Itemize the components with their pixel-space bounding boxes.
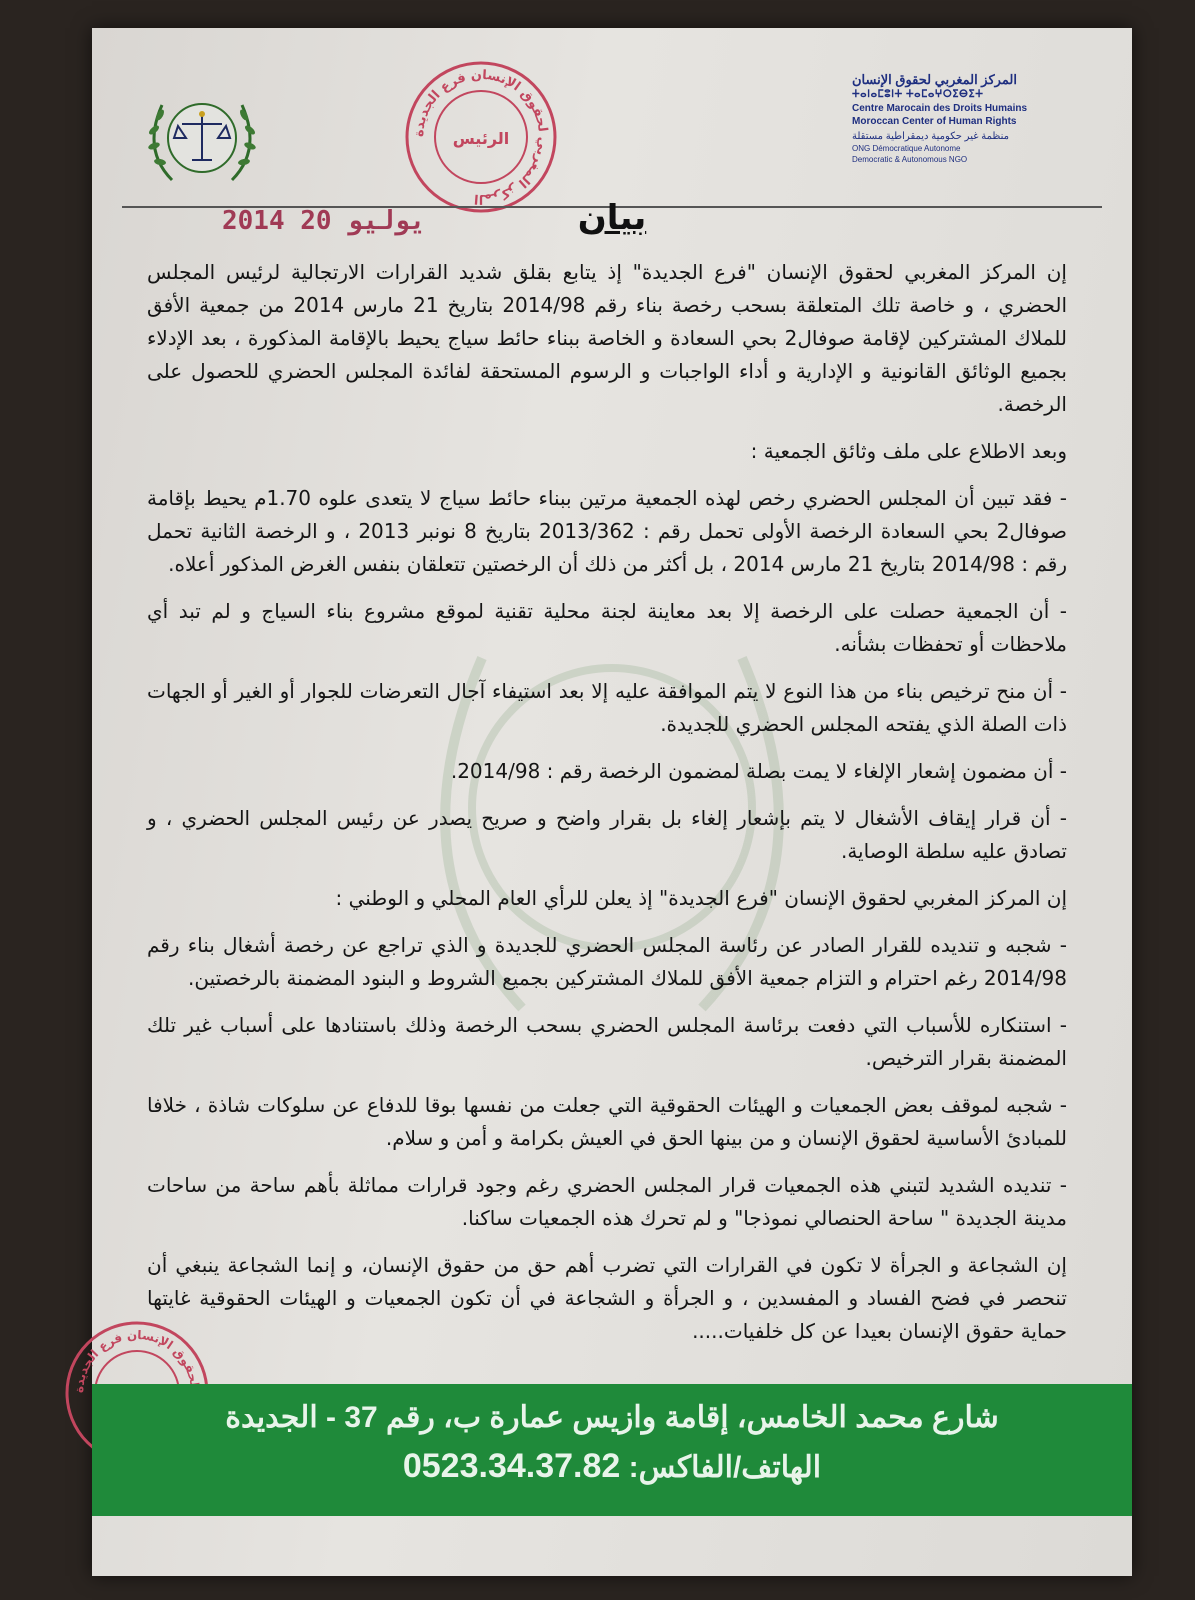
ngo-status-french: ONG Démocratique Autonome (852, 144, 961, 153)
paragraph: إن المركز المغربي لحقوق الإنسان "فرع الجديدة" إذ يتابع بقلق شديد القرارات الارتجالية لرئيس المجلس الحضري ، و خاصة تلك المتعلقة بسحب رخصة بناء رقم 2014/98 بتاريخ 21 مارس 2014 من جمعية الأفق للملاك المشتركين لإقامة صوفال2 بحي السعادة و الخاصة ببناء حائط سياج يحيط بالإقامة المذكورة ، بعد الإدلاء بجميع الوثائق القانونية و الإدارية و أداء الواجبات و الرسوم المستحقة لفائدة المجلس الحضري للحصول على الرخصة. (147, 260, 1068, 416)
ngo-status-english: Democratic & Autonomous NGO (852, 155, 968, 164)
org-name-french: Centre Marocain des Droits Humains (852, 103, 1028, 114)
stamp-ring-text: المركز المغربي لحقوق الإنسان فرع الجديدة (411, 67, 551, 207)
document-title: بيان (577, 198, 647, 238)
org-name-arabic: المركز المغربي لحقوق الإنسان (852, 72, 1017, 87)
org-name-tifinagh: ⵜⴰⵏⴰⵎⵓⵏⵜ ⵜⴰⵎⴰⵖⵔⵉⴱⵉⵜ (852, 89, 984, 100)
paragraph: - شجبه و تنديده للقرار الصادر عن رئاسة المجلس الحضري للجديدة و الذي تراجع عن رخصة أشغال بناء رقم 2014/98 رغم احترام و التزام جمعية الأفق للملاك المشتركين بجميع الشروط و البنود المضمنة بالرخصتين. (147, 933, 1067, 990)
footer-contact-bar (92, 1384, 1132, 1516)
document-body (147, 256, 1067, 1362)
official-stamp-icon (402, 58, 560, 216)
phone-label: الهاتف/الفاكس: (628, 1451, 822, 1484)
ngo-status-arabic: منظمة غير حكومية ديمقراطية مستقلة (852, 131, 1009, 142)
stamp-center-text: الرئيس (452, 129, 510, 148)
paragraph: - شجبه لموقف بعض الجمعيات و الهيئات الحقوقية التي جعلت من نفسها بوقا للدفاع عن سلوكات شاذة ، خلافا للمبادئ الأساسية لحقوق الإنسان و من بينها الحق في العيش بكرامة و أمن و سلام. (147, 1093, 1067, 1150)
paragraph: إن الشجاعة و الجرأة لا تكون في القرارات التي تضرب أهم حق من حقوق الإنسان، و إنما الشجاعة ينبغي أن تنحصر في فضح الفساد و المفسدين ، و الجرأة و الشجاعة في أن تكون الجمعيات و الهيئات الحقوقية غايتها حماية حقوق الإنسان بعيدا عن كل خلفيات..... (147, 1253, 1067, 1343)
footer-phone (92, 1444, 1132, 1490)
paragraph: وبعد الاطلاع على ملف وثائق الجمعية : (750, 439, 1067, 463)
stamp-ring-text: حقوق الإنسان فرع الجديدة (71, 1327, 201, 1394)
paragraph: - أن منح ترخيص بناء من هذا النوع لا يتم الموافقة عليه إلا بعد استيفاء آجال التعرضات للجوار أو الغير أو الجهات ذات الصلة الذي يفتحه المجلس الحضري للجديدة. (147, 679, 1067, 736)
document-page (71, 28, 1132, 1576)
phone-number: 0523.34.37.82 (402, 1447, 621, 1485)
paragraph: - استنكاره للأسباب التي دفعت برئاسة المجلس الحضري بسحب الرخصة وذلك باستنادها على أسباب غير تلك المضمنة بقرار الترخيص. (147, 1013, 1067, 1070)
paragraph: - أن مضمون إشعار الإلغاء لا يمت بصلة لمضمون الرخصة رقم : 2014/98. (450, 759, 1067, 783)
paragraph: - أن قرار إيقاف الأشغال لا يتم بإشعار إلغاء بل بقرار واضح و صريح يصدر عن رئيس المجلس الحضري ، و تصادق عليه سلطة الوصاية. (147, 806, 1067, 863)
paragraph: إن المركز المغربي لحقوق الإنسان "فرع الجديدة" إذ يعلن للرأي العام المحلي و الوطني : (335, 886, 1067, 910)
paragraph: - تنديده الشديد لتبني هذه الجمعيات قرار المجلس الحضري رغم وجود قرارات مماثلة بأهم ساحة من ساحات مدينة الجديدة " ساحة الحنصالي نموذجا" و لم تحرك هذه الجمعيات ساكنا. (147, 1173, 1067, 1230)
footer-address: شارع محمد الخامس، إقامة وازيس عمارة ب، رقم 37 - الجديدة (225, 1401, 999, 1434)
organization-header (852, 72, 1082, 165)
date-stamp: 2014 يوليو 20 (222, 206, 426, 236)
paragraph: - أن الجمعية حصلت على الرخصة إلا بعد معاينة لجنة محلية تقنية لموقع مشروع بناء السياج و لم تبد أي ملاحظات أو تحفظات بشأنه. (147, 599, 1067, 656)
scales-of-justice-emblem-icon (132, 80, 272, 200)
org-name-english: Moroccan Center of Human Rights (852, 116, 1017, 127)
paragraph: - فقد تبين أن المجلس الحضري رخص لهذه الجمعية مرتين ببناء حائط سياج لا يتعدى علوه 1.70م يحيط بإقامة صوفال2 بحي السعادة الرخصة الأولى تحمل رقم : 2013/362 بتاريخ 8 نونبر 2013 ، و الرخصة الثانية تحمل رقم : 2014/98 بتاريخ 21 مارس 2014 ، بل أكثر من ذلك أن الرخصتين تتعلقان بنفس الغرض المذكور أعلاه. (147, 486, 1068, 576)
